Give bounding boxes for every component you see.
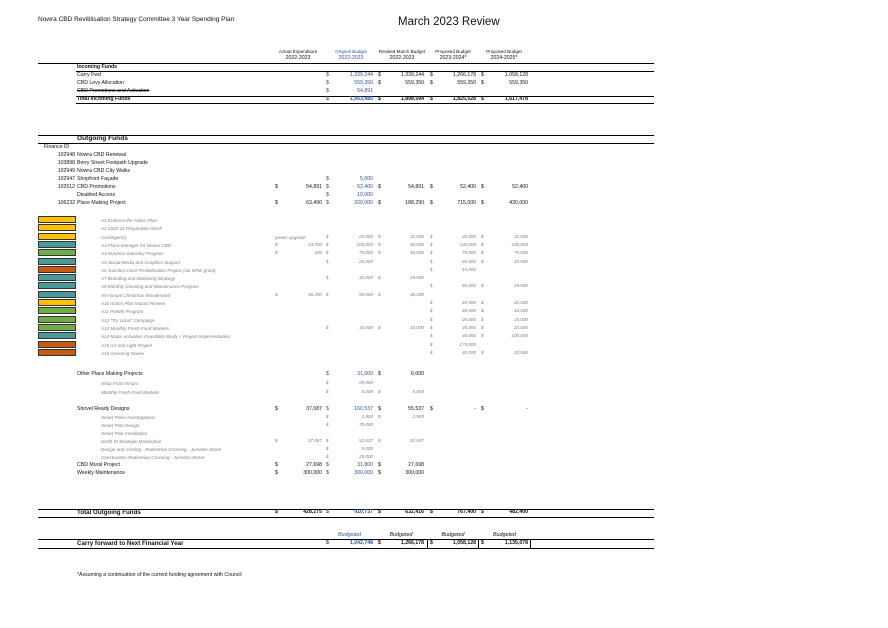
project-label: Shopfront Façade bbox=[77, 176, 119, 182]
document-title: Nowra CBD Revitilisation Strategy Committee 3 Year Spending Plan bbox=[38, 16, 235, 23]
revised-value: 6,000 bbox=[412, 389, 424, 394]
currency-symbol: $ bbox=[430, 333, 433, 339]
incoming-total-label: Total Incoming Funds bbox=[77, 96, 131, 102]
p1-value: 175,000 bbox=[459, 341, 476, 347]
p1-value: 40,000 bbox=[461, 349, 476, 355]
currency-symbol: $ bbox=[275, 250, 278, 256]
finance-id: 103898 bbox=[57, 160, 75, 166]
currency-symbol: $ bbox=[430, 283, 433, 289]
currency-symbol: $ bbox=[326, 72, 329, 78]
p1-value: 15,000 bbox=[461, 266, 476, 272]
p2-value: 559,350 bbox=[509, 80, 528, 86]
p1-value: 40,000 bbox=[461, 333, 476, 339]
currency-symbol: $ bbox=[481, 406, 484, 412]
header-proposed-2: Proposed Budget 2024-2025* bbox=[486, 49, 522, 61]
footnote: *Assuming a continuation of the current funding agreement with Council bbox=[77, 572, 242, 578]
currency-symbol: $ bbox=[430, 406, 433, 412]
actual-value: 37,087 bbox=[307, 438, 322, 443]
action-item-label: A7 Branding and Marketing Strategy bbox=[101, 276, 176, 282]
action-item-label: A6 Junction Court Revitalisation Project (via DPIE grant) bbox=[101, 267, 216, 273]
original-value: 559,350 bbox=[354, 80, 373, 86]
actual-value: 38,290 bbox=[307, 291, 322, 297]
original-value: 50,000 bbox=[358, 291, 373, 297]
incoming-heading: Incoming Funds bbox=[77, 64, 118, 70]
currency-symbol: $ bbox=[326, 389, 329, 394]
original-value: 15,000 bbox=[358, 324, 373, 330]
currency-symbol: $ bbox=[430, 250, 433, 256]
currency-symbol: $ bbox=[481, 324, 484, 330]
currency-symbol: $ bbox=[430, 300, 433, 305]
rule-line bbox=[38, 143, 654, 144]
action-item-label: A12 "Try Local" Campaign bbox=[101, 317, 155, 323]
currency-symbol: $ bbox=[326, 192, 329, 198]
currency-symbol: $ bbox=[326, 184, 329, 190]
action-item-label: A13 Monthly Fresh Food Markets bbox=[101, 325, 169, 331]
p2-value: 25,000 bbox=[513, 283, 528, 289]
rule-line bbox=[478, 539, 479, 548]
currency-symbol: $ bbox=[481, 333, 484, 339]
original-value: 320,000 bbox=[354, 200, 373, 206]
currency-symbol: $ bbox=[430, 308, 433, 314]
currency-symbol: $ bbox=[326, 462, 329, 468]
original-value: 160,537 bbox=[354, 406, 373, 412]
p1-value: 75,000 bbox=[461, 250, 476, 256]
currency-symbol: $ bbox=[378, 438, 381, 443]
original-value: 1,042,748 bbox=[349, 540, 373, 546]
currency-symbol: $ bbox=[481, 250, 484, 256]
currency-symbol: $ bbox=[430, 72, 433, 78]
p1-value: 715,000 bbox=[457, 200, 476, 206]
p1-value: 100,000 bbox=[459, 241, 476, 247]
action-item-label: Contingency bbox=[101, 234, 127, 240]
p1-value: 20,000 bbox=[461, 316, 476, 322]
currency-symbol: $ bbox=[430, 80, 433, 86]
sub-item-label: Monthly Fresh Food Markets bbox=[101, 390, 160, 395]
currency-symbol: $ bbox=[326, 446, 329, 451]
currency-symbol: $ bbox=[326, 422, 329, 427]
currency-symbol: $ bbox=[326, 250, 329, 256]
actual-value: 27,698 bbox=[306, 462, 322, 468]
currency-symbol: $ bbox=[326, 291, 329, 297]
currency-symbol: $ bbox=[275, 184, 278, 190]
rule-line bbox=[38, 517, 654, 518]
p1-value: 767,400 bbox=[457, 509, 476, 515]
currency-symbol: $ bbox=[430, 233, 433, 239]
currency-symbol: $ bbox=[430, 96, 433, 102]
actual-value: 24,700 bbox=[307, 241, 322, 247]
currency-symbol: $ bbox=[326, 241, 329, 247]
action-item-label: A10 Action Plan Impact Review bbox=[101, 301, 165, 306]
p2-value: 52,400 bbox=[512, 184, 528, 190]
currency-symbol: $ bbox=[378, 233, 381, 239]
currency-symbol: $ bbox=[481, 349, 484, 355]
original-value: 25,000 bbox=[358, 454, 373, 459]
rule-line bbox=[530, 539, 531, 548]
rule-line bbox=[38, 135, 654, 136]
p2-value: 20,000 bbox=[513, 324, 528, 330]
currency-symbol: $ bbox=[275, 438, 278, 443]
budgeted-label: Budgeted bbox=[389, 532, 413, 538]
p1-value: 1,058,128 bbox=[452, 540, 476, 546]
action-item-label: A5 Social Media and Graphics Support bbox=[101, 259, 181, 265]
currency-symbol: $ bbox=[378, 291, 381, 297]
currency-symbol: $ bbox=[326, 80, 329, 86]
original-value: 100,000 bbox=[356, 241, 373, 247]
currency-symbol: $ bbox=[275, 241, 278, 247]
actual-value: 300,000 bbox=[303, 470, 322, 476]
action-item-label: A9 Annual Christmas Wonderland bbox=[101, 292, 171, 298]
currency-symbol: $ bbox=[481, 283, 484, 289]
original-value: 54,891 bbox=[357, 88, 373, 94]
p1-value: 1,825,528 bbox=[452, 96, 476, 102]
p1-value: 20,000 bbox=[461, 258, 476, 264]
currency-symbol: $ bbox=[481, 308, 484, 314]
action-item-label: A8 Monthly Cleaning and Maintenance Program bbox=[101, 284, 199, 290]
currency-symbol: $ bbox=[481, 540, 484, 546]
currency-symbol: $ bbox=[275, 406, 278, 412]
category-color-swatch bbox=[38, 324, 76, 331]
actual-value: 37,087 bbox=[306, 406, 322, 412]
mural-label: CBD Mural Project bbox=[77, 462, 120, 468]
incoming-row-label: CBD Levy Allocation bbox=[77, 80, 124, 86]
currency-symbol: $ bbox=[481, 241, 484, 247]
sub-item-label: Smart Pole Design bbox=[101, 423, 140, 428]
currency-symbol: $ bbox=[378, 540, 381, 546]
p2-value: 20,000 bbox=[513, 233, 528, 239]
finance-id: 106232 bbox=[57, 200, 75, 206]
original-value: 75,000 bbox=[358, 422, 373, 427]
currency-symbol: $ bbox=[326, 233, 329, 239]
action-item-label: A11 Parklet Program bbox=[101, 309, 144, 315]
original-value: 1,953,485 bbox=[349, 96, 373, 102]
project-label: CBD Promotions bbox=[77, 184, 116, 190]
currency-symbol: $ bbox=[275, 200, 278, 206]
original-value: 5,000 bbox=[360, 176, 373, 182]
currency-symbol: $ bbox=[378, 241, 381, 247]
currency-symbol: $ bbox=[275, 509, 278, 515]
currency-symbol: $ bbox=[430, 540, 433, 546]
original-value: 75,000 bbox=[358, 250, 373, 256]
revised-value: 6,000 bbox=[411, 371, 424, 377]
incoming-row-label: Carry Fwd bbox=[77, 72, 101, 78]
original-value: 10,000 bbox=[357, 192, 373, 198]
sub-item-label: Smart Poles Investigations bbox=[101, 415, 156, 420]
currency-symbol: $ bbox=[430, 349, 433, 355]
original-value: 25,000 bbox=[358, 380, 373, 385]
currency-symbol: $ bbox=[430, 200, 433, 206]
p1-value: 85,000 bbox=[461, 308, 476, 314]
currency-symbol: $ bbox=[378, 80, 381, 86]
revised-value: 1,339,244 bbox=[400, 72, 424, 78]
currency-symbol: $ bbox=[378, 72, 381, 78]
revised-value: 188,290 bbox=[405, 200, 424, 206]
currency-symbol: $ bbox=[378, 470, 381, 476]
other-placemaking-label: Other Place Making Projects bbox=[77, 371, 143, 377]
revised-value: 27,698 bbox=[408, 462, 424, 468]
rule-line bbox=[427, 539, 428, 548]
currency-symbol: $ bbox=[326, 200, 329, 206]
header-original: Original Budget 2022-2023 bbox=[335, 49, 367, 61]
finance-id: 102947 bbox=[57, 176, 75, 182]
currency-symbol: $ bbox=[378, 462, 381, 468]
actual-value: 63,490 bbox=[306, 200, 322, 206]
project-label: Disabled Access bbox=[77, 192, 116, 198]
currency-symbol: $ bbox=[481, 258, 484, 264]
original-value: 52,637 bbox=[358, 438, 373, 443]
shovel-ready-label: Shovel Ready Designs bbox=[77, 406, 130, 412]
action-item-label: A1 Endorse the Action Plan bbox=[101, 218, 158, 223]
currency-symbol: $ bbox=[430, 184, 433, 190]
currency-symbol: $ bbox=[378, 200, 381, 206]
p2-value: 15,000 bbox=[513, 316, 528, 322]
incoming-row-label: CBD Promotions and Activation bbox=[77, 88, 150, 94]
actual-value: 54,891 bbox=[306, 184, 322, 190]
review-title: March 2023 Review bbox=[398, 16, 500, 28]
sub-item-label: Shop Front Wraps bbox=[101, 381, 139, 386]
revised-value: 25,000 bbox=[409, 275, 424, 281]
currency-symbol: $ bbox=[378, 371, 381, 377]
revised-value: 1,266,178 bbox=[400, 540, 424, 546]
original-value: 20,000 bbox=[358, 258, 373, 264]
category-color-swatch bbox=[38, 266, 76, 273]
currency-symbol: $ bbox=[378, 275, 381, 281]
finance-id: 102512 bbox=[57, 184, 75, 190]
revised-value: 50,000 bbox=[409, 241, 424, 247]
currency-symbol: $ bbox=[326, 509, 329, 515]
currency-symbol: $ bbox=[378, 406, 381, 412]
action-item-label: A2 2020-21 Preparation Work bbox=[101, 226, 162, 232]
p2-value: 482,400 bbox=[509, 509, 528, 515]
header-actual: Actual Expenditure 2022-2023 bbox=[278, 49, 318, 61]
original-value: 6,000 bbox=[361, 389, 373, 394]
project-label: Nowra CBD City Walks bbox=[77, 168, 131, 174]
rule-line bbox=[38, 548, 654, 549]
original-value: 5,000 bbox=[361, 446, 373, 451]
p2-value: 1,135,078 bbox=[504, 540, 528, 546]
action-item-label: A3 Place Manager for Nowra CBD bbox=[101, 242, 171, 248]
category-color-swatch bbox=[38, 291, 76, 298]
category-color-swatch bbox=[38, 258, 76, 265]
action-item-note: power upgrade bbox=[275, 234, 306, 240]
p1-value: 20,000 bbox=[461, 233, 476, 239]
currency-symbol: $ bbox=[430, 341, 433, 347]
original-value: 20,000 bbox=[358, 233, 373, 239]
sub-item-label: Smart Pole Installation bbox=[101, 431, 147, 436]
p1-value: 1,266,178 bbox=[452, 72, 476, 78]
currency-symbol: $ bbox=[326, 371, 329, 377]
p1-value: 52,400 bbox=[460, 184, 476, 190]
p2-value: 1,617,478 bbox=[504, 96, 528, 102]
currency-symbol: $ bbox=[430, 316, 433, 322]
p2-value: 15,000 bbox=[513, 308, 528, 314]
currency-symbol: $ bbox=[481, 316, 484, 322]
original-value: 31,800 bbox=[357, 462, 373, 468]
currency-symbol: $ bbox=[430, 241, 433, 247]
currency-symbol: $ bbox=[430, 258, 433, 264]
p2-value: - bbox=[526, 406, 528, 412]
p2-value: 1,058,128 bbox=[504, 72, 528, 78]
currency-symbol: $ bbox=[326, 438, 329, 443]
currency-symbol: $ bbox=[326, 454, 329, 459]
finance-id-label: Finance ID bbox=[44, 144, 70, 150]
currency-symbol: $ bbox=[378, 184, 381, 190]
original-value: 31,000 bbox=[357, 371, 373, 377]
currency-symbol: $ bbox=[481, 300, 484, 305]
actual-value: 500 bbox=[314, 250, 322, 256]
original-value: 52,400 bbox=[357, 184, 373, 190]
category-color-swatch bbox=[38, 233, 76, 240]
p1-value: 50,000 bbox=[461, 283, 476, 289]
currency-symbol: $ bbox=[378, 509, 381, 515]
budgeted-label: Budgeted bbox=[441, 532, 465, 538]
outgoing-heading: Outgoing Funds bbox=[77, 135, 128, 142]
currency-symbol: $ bbox=[326, 258, 329, 264]
currency-symbol: $ bbox=[481, 233, 484, 239]
currency-symbol: $ bbox=[430, 266, 433, 272]
revised-value: 38,290 bbox=[409, 291, 424, 297]
p2-value: 20,000 bbox=[513, 349, 528, 355]
p2-value: 20,000 bbox=[513, 258, 528, 264]
currency-symbol: $ bbox=[430, 324, 433, 330]
finance-id: 102948 bbox=[57, 152, 75, 158]
category-color-swatch bbox=[38, 249, 76, 256]
sub-item-label: North St Strategic Masterplan bbox=[101, 439, 162, 444]
p2-value: 430,000 bbox=[509, 200, 528, 206]
finance-id: 102949 bbox=[57, 168, 75, 174]
revised-value: 52,637 bbox=[409, 438, 424, 443]
p1-value: 559,350 bbox=[457, 80, 476, 86]
action-item-label: A4 Surprise Saturday Program bbox=[101, 251, 164, 257]
p2-value: 100,000 bbox=[511, 333, 528, 339]
currency-symbol: $ bbox=[481, 96, 484, 102]
currency-symbol: $ bbox=[481, 72, 484, 78]
p1-value: 40,000 bbox=[461, 300, 476, 305]
original-value: 910,737 bbox=[354, 509, 373, 515]
original-value: 40,000 bbox=[358, 275, 373, 281]
action-item-label: A14 Major Activation Feasibility Study + Project Implementation bbox=[101, 334, 230, 340]
category-color-swatch bbox=[38, 224, 76, 231]
category-color-swatch bbox=[38, 216, 76, 223]
currency-symbol: $ bbox=[481, 200, 484, 206]
rule-line bbox=[76, 103, 654, 104]
action-item-label: A15 Art and Light Project bbox=[101, 342, 152, 348]
currency-symbol: $ bbox=[378, 389, 381, 394]
budgeted-label: Budgeted bbox=[337, 532, 362, 538]
currency-symbol: $ bbox=[326, 470, 329, 476]
revised-value: 559,350 bbox=[405, 80, 424, 86]
revised-value: 55,537 bbox=[408, 406, 424, 412]
currency-symbol: $ bbox=[326, 380, 329, 385]
currency-symbol: $ bbox=[481, 509, 484, 515]
sub-item-label: Construction Pedestrian Crossing - Junction Street bbox=[101, 455, 205, 460]
p2-value: 75,000 bbox=[513, 250, 528, 256]
header-proposed-1: Proposed Budget 2023-2024* bbox=[435, 49, 471, 61]
budgeted-label: Budgeted bbox=[492, 532, 517, 538]
currency-symbol: $ bbox=[326, 275, 329, 281]
currency-symbol: $ bbox=[430, 509, 433, 515]
currency-symbol: $ bbox=[326, 88, 329, 94]
original-value: 300,000 bbox=[354, 470, 373, 476]
currency-symbol: $ bbox=[275, 291, 278, 297]
currency-symbol: $ bbox=[481, 184, 484, 190]
category-color-swatch bbox=[38, 299, 76, 306]
currency-symbol: $ bbox=[378, 414, 381, 419]
maintenance-label: Weekly Maintenance bbox=[77, 470, 126, 476]
currency-symbol: $ bbox=[326, 324, 329, 330]
original-value: 1,339,244 bbox=[349, 72, 373, 78]
revised-value: 15,000 bbox=[409, 324, 424, 330]
category-color-swatch bbox=[38, 316, 76, 323]
sub-item-label: Design and Costing - Pedestrian Crossing - Junction Street bbox=[101, 447, 222, 452]
currency-symbol: $ bbox=[326, 406, 329, 412]
revised-value: 300,000 bbox=[405, 470, 424, 476]
project-label: Berry Street Footpath Upgrade bbox=[77, 160, 148, 166]
category-color-swatch bbox=[38, 274, 76, 281]
revised-value: 20,000 bbox=[409, 233, 424, 239]
category-color-swatch bbox=[38, 349, 76, 356]
header-revised: Revised March Budget 2022-2023 bbox=[378, 49, 426, 61]
revised-value: 54,891 bbox=[408, 184, 424, 190]
p2-value: 20,000 bbox=[513, 300, 528, 305]
project-label: Nowra CBD Renewal bbox=[77, 152, 127, 158]
p2-value: 100,000 bbox=[511, 241, 528, 247]
currency-symbol: $ bbox=[481, 80, 484, 86]
category-color-swatch bbox=[38, 341, 76, 348]
revised-value: 40,000 bbox=[409, 250, 424, 256]
outgoing-total-label: Total Outgoing Funds bbox=[77, 509, 141, 516]
currency-symbol: $ bbox=[326, 414, 329, 419]
original-value: 2,900 bbox=[361, 414, 373, 419]
category-color-swatch bbox=[38, 307, 76, 314]
currency-symbol: $ bbox=[378, 250, 381, 256]
currency-symbol: $ bbox=[378, 96, 381, 102]
category-color-swatch bbox=[38, 241, 76, 248]
currency-symbol: $ bbox=[326, 540, 329, 546]
currency-symbol: $ bbox=[326, 176, 329, 182]
currency-symbol: $ bbox=[275, 470, 278, 476]
category-color-swatch bbox=[38, 332, 76, 339]
revised-value: 632,416 bbox=[405, 509, 424, 515]
currency-symbol: $ bbox=[326, 96, 329, 102]
revised-value: 1,898,594 bbox=[400, 96, 424, 102]
actual-value: 428,275 bbox=[303, 509, 322, 515]
p1-value: 35,000 bbox=[461, 324, 476, 330]
revised-value: 2,900 bbox=[412, 414, 424, 419]
carry-forward-label: Carry forward to Next Financial Year bbox=[77, 540, 184, 547]
category-color-swatch bbox=[38, 282, 76, 289]
currency-symbol: $ bbox=[378, 324, 381, 330]
action-item-label: A16 Greening Nowra bbox=[101, 350, 144, 356]
project-label: Place Making Project bbox=[77, 200, 126, 206]
p1-value: - bbox=[474, 406, 476, 412]
currency-symbol: $ bbox=[275, 462, 278, 468]
